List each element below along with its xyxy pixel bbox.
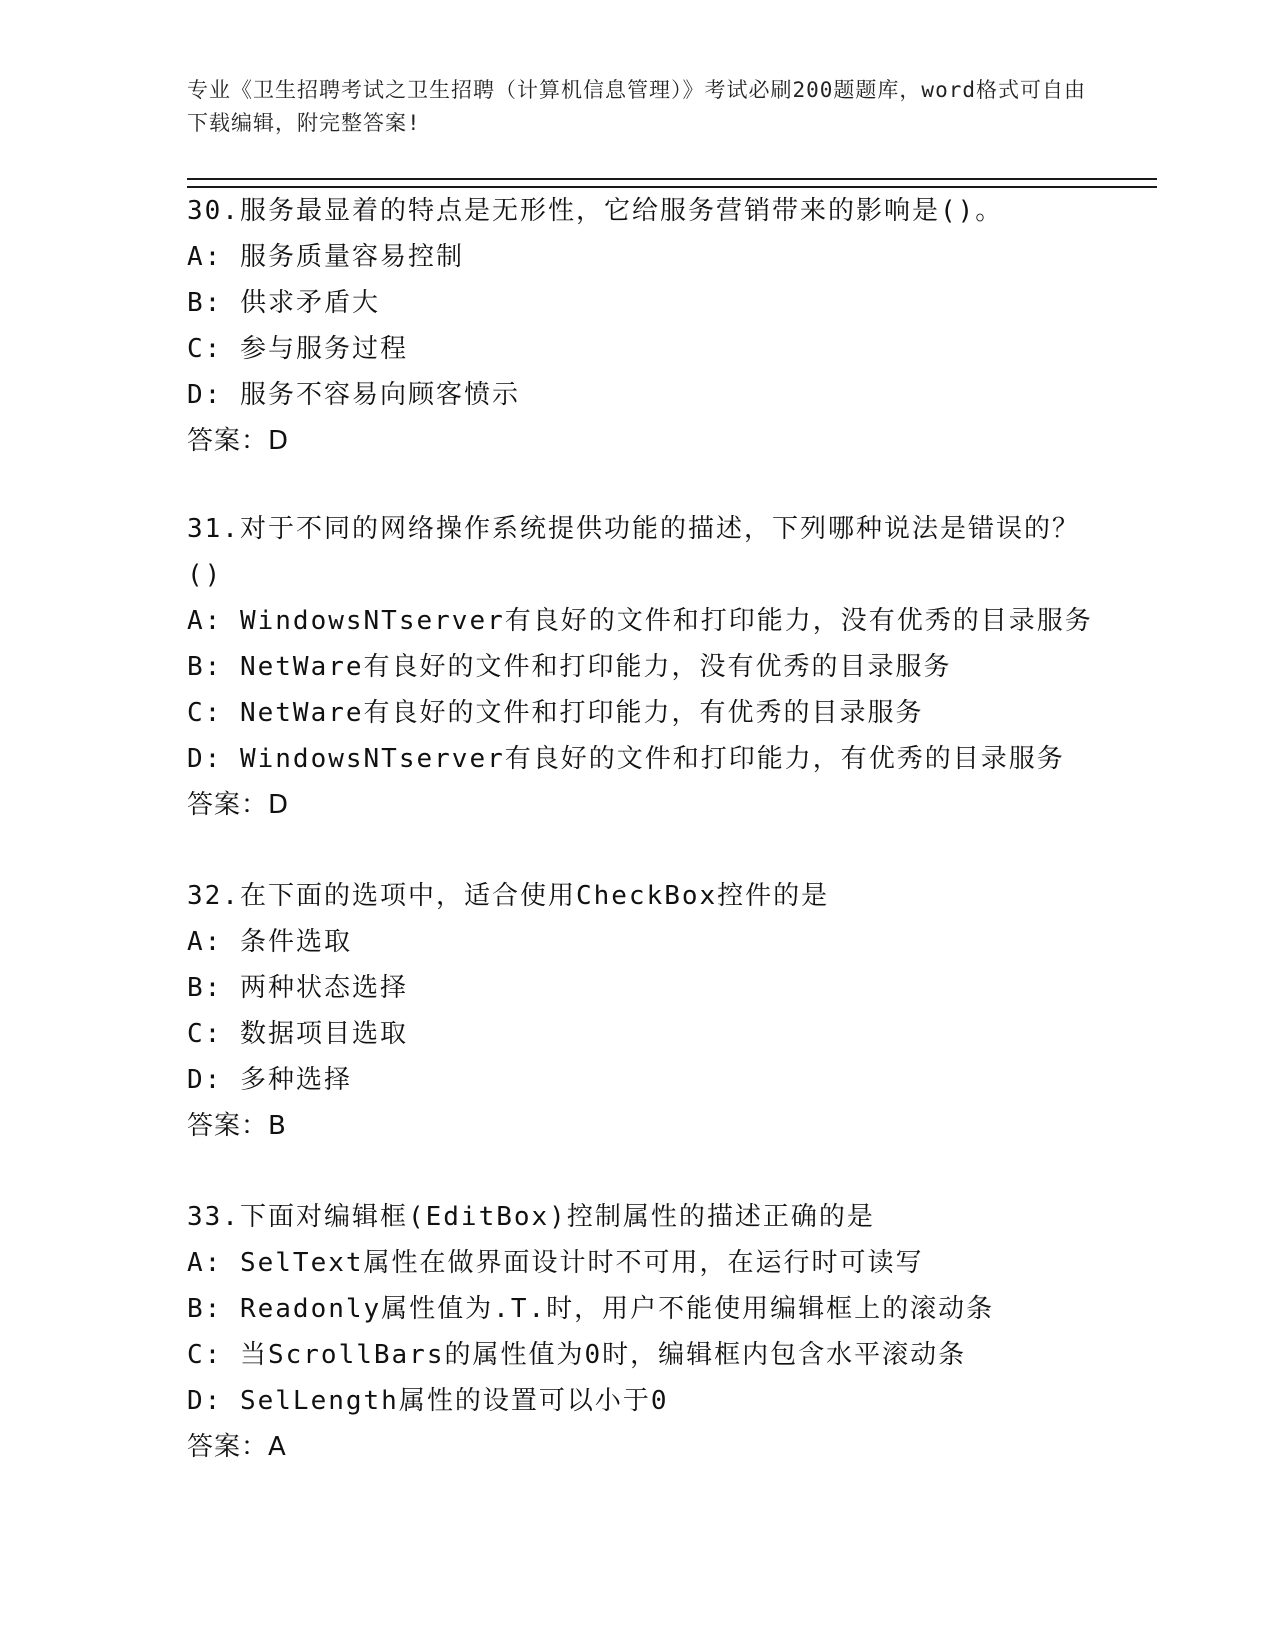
option-a: A: 服务质量容易控制 (187, 242, 464, 272)
question-33 (187, 1194, 1117, 1470)
question-stem: 32.在下面的选项中，适合使用CheckBox控件的是 (187, 881, 830, 911)
option-b: B: NetWare有良好的文件和打印能力，没有优秀的目录服务 (187, 652, 952, 682)
document-header: 专业《卫生招聘考试之卫生招聘（计算机信息管理）》考试必刷200题题库，word格式可自由下载编辑，附完整答案! (187, 78, 1086, 135)
question-31 (187, 506, 1117, 828)
answer-line: 答案：B (187, 1111, 287, 1141)
option-d: D: SelLength属性的设置可以小于0 (187, 1386, 669, 1416)
question-stem: 31.对于不同的网络操作系统提供功能的描述，下列哪种说法是错误的？() (187, 514, 1080, 590)
answer-line: 答案：D (187, 426, 290, 456)
option-a: A: SelText属性在做界面设计时不可用，在运行时可读写 (187, 1248, 924, 1278)
option-a: A: 条件选取 (187, 927, 352, 957)
option-d: D: WindowsNTserver有良好的文件和打印能力，有优秀的目录服务 (187, 744, 1065, 774)
header-divider (187, 178, 1157, 188)
option-c: C: 参与服务过程 (187, 334, 408, 364)
answer-line: 答案：A (187, 1432, 287, 1462)
option-b: B: 两种状态选择 (187, 973, 408, 1003)
question-32 (187, 873, 1117, 1149)
question-30 (187, 188, 1117, 464)
option-b: B: Readonly属性值为.T.时，用户不能使用编辑框上的滚动条 (187, 1294, 995, 1324)
answer-line: 答案：D (187, 790, 290, 820)
question-stem: 30.服务最显着的特点是无形性，它给服务营销带来的影响是()。 (187, 196, 1004, 226)
option-c: C: 当ScrollBars的属性值为0时，编辑框内包含水平滚动条 (187, 1340, 967, 1370)
question-stem: 33.下面对编辑框(EditBox)控制属性的描述正确的是 (187, 1202, 875, 1232)
option-b: B: 供求矛盾大 (187, 288, 380, 318)
option-c: C: NetWare有良好的文件和打印能力，有优秀的目录服务 (187, 698, 924, 728)
option-d: D: 服务不容易向顾客愤示 (187, 380, 520, 410)
option-c: C: 数据项目选取 (187, 1019, 408, 1049)
option-d: D: 多种选择 (187, 1065, 352, 1095)
option-a: A: WindowsNTserver有良好的文件和打印能力，没有优秀的目录服务 (187, 606, 1093, 636)
